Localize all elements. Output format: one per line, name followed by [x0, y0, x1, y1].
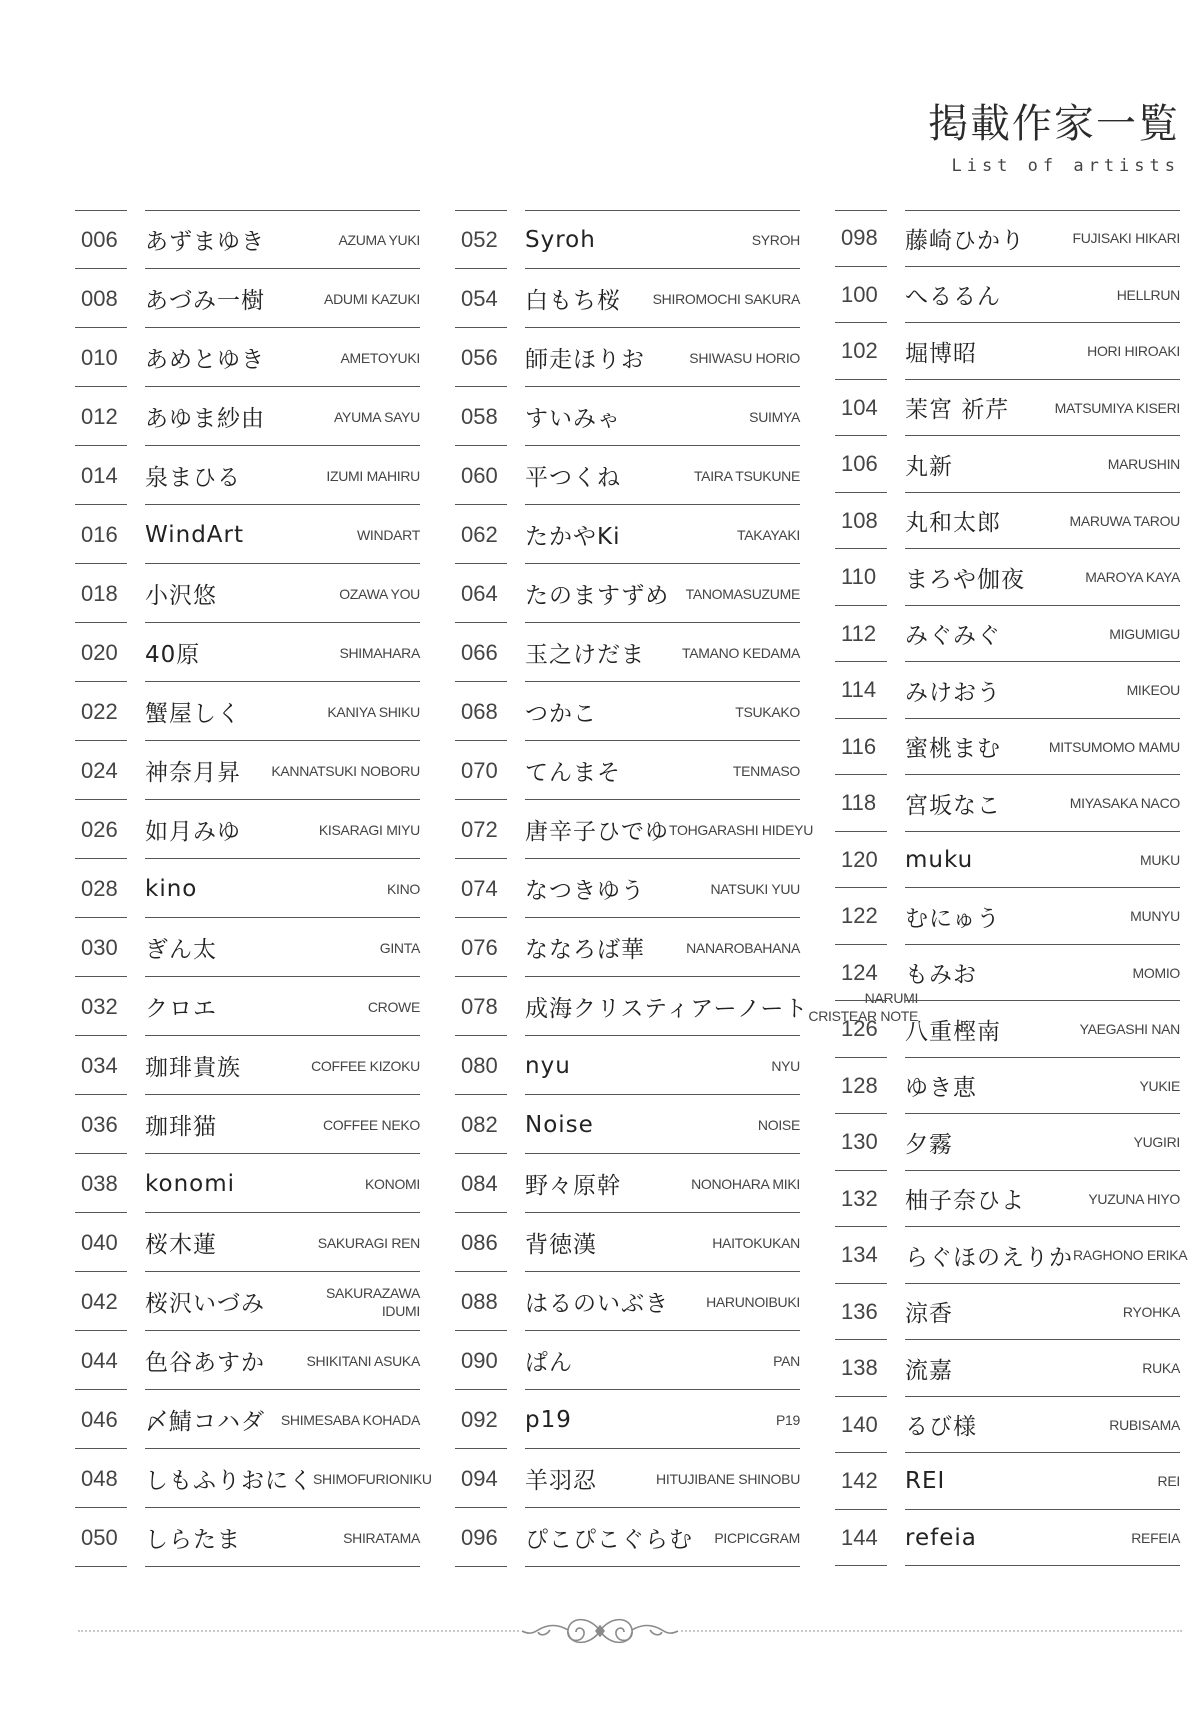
artist-name: 藤崎ひかり: [905, 227, 1025, 254]
artist-row: [835, 1227, 1188, 1284]
artist-name: 珈琲貴族: [145, 1055, 241, 1081]
artist-name: 神奈月昇: [145, 760, 241, 786]
artist-romaji: YUGIRI: [1133, 1134, 1180, 1151]
artist-row: [835, 1397, 1180, 1454]
page-number: 098: [841, 225, 878, 251]
artist-row: [75, 1036, 420, 1095]
page-number: 130: [841, 1129, 878, 1155]
page-number: 028: [81, 875, 118, 901]
artist-name: 涼香: [905, 1301, 953, 1328]
artist-romaji: SAKURAGI REN: [317, 1234, 420, 1251]
artist-name: はるのいぶき: [525, 1291, 669, 1317]
artist-row: [835, 380, 1180, 437]
artist-row: [835, 945, 1180, 1002]
artist-name: nyu: [525, 1052, 571, 1079]
artist-name: 40原: [145, 642, 201, 668]
artist-row: [455, 800, 813, 859]
artist-romaji: KANNATSUKI NOBORU: [271, 762, 420, 779]
artist-row: [455, 682, 800, 741]
artist-name: 白もち桜: [525, 288, 621, 314]
artist-row: [835, 323, 1180, 380]
page-number: 032: [81, 993, 118, 1019]
artist-name: 玉之けだま: [525, 642, 645, 668]
page-number: 010: [81, 344, 118, 370]
page-number: 070: [461, 757, 498, 783]
artist-name: みけおう: [905, 679, 1001, 706]
artist-name: あづみ一樹: [145, 288, 265, 314]
artist-column-3: [835, 210, 1188, 1566]
artist-name: るび様: [905, 1414, 977, 1441]
artist-romaji: MIKEOU: [1126, 682, 1180, 699]
page-number: 134: [841, 1242, 878, 1268]
artist-row: [75, 623, 420, 682]
artist-romaji: MOMIO: [1132, 964, 1180, 981]
artist-romaji: SHIMESABA KOHADA: [280, 1411, 420, 1428]
artist-name: あずまゆき: [145, 229, 265, 255]
artist-name: あめとゆき: [145, 347, 265, 373]
artist-row: [835, 775, 1180, 832]
artist-romaji: MUKU: [1139, 851, 1180, 868]
page-number: 048: [81, 1465, 118, 1491]
artist-romaji: TANOMASUZUME: [685, 585, 800, 602]
artist-romaji: KINO: [386, 880, 420, 897]
artist-romaji: P19: [775, 1411, 800, 1428]
page-number: 014: [81, 462, 118, 488]
artist-romaji: MIGUMIGU: [1109, 625, 1180, 642]
artist-row: [835, 493, 1180, 550]
page-number: 138: [841, 1355, 878, 1381]
artist-romaji: GINTA: [379, 939, 420, 956]
artist-romaji: KANIYA SHIKU: [327, 703, 420, 720]
page-number: 030: [81, 934, 118, 960]
artist-name: つかこ: [525, 701, 597, 727]
artist-romaji: YUZUNA HIYO: [1088, 1190, 1180, 1207]
artist-name: 桜木蓮: [145, 1232, 217, 1258]
artist-row: [835, 549, 1180, 606]
artist-name: たかやKi: [525, 524, 621, 550]
artist-row: [455, 1331, 800, 1390]
artist-name: ゆき恵: [905, 1075, 977, 1102]
artist-name: ぱん: [525, 1350, 573, 1376]
page-number: 034: [81, 1052, 118, 1078]
artist-romaji: MUNYU: [1130, 908, 1180, 925]
artist-name: 丸新: [905, 453, 953, 480]
artist-name: 宮坂なこ: [905, 792, 1001, 819]
page-number: 128: [841, 1072, 878, 1098]
page-number: 102: [841, 338, 878, 364]
artist-name: むにゅう: [905, 905, 1001, 932]
artist-name: 茉宮 祈芹: [905, 397, 1010, 424]
page-number: 074: [461, 875, 498, 901]
artist-romaji: NOISE: [757, 1116, 800, 1133]
footer-ornament-icon: [520, 1606, 680, 1656]
artist-row: [75, 800, 420, 859]
artist-name: 背徳漢: [525, 1232, 597, 1258]
page-number: 116: [841, 733, 877, 759]
artist-romaji: WINDART: [357, 526, 420, 543]
artist-row: [75, 977, 420, 1036]
artist-row: [455, 918, 800, 977]
artist-row: [455, 210, 800, 269]
artist-romaji: AZUMA YUKI: [338, 231, 420, 248]
page-number: 112: [841, 620, 877, 646]
artist-column-1: [75, 210, 432, 1567]
artist-name: kino: [145, 875, 198, 902]
artist-row: [835, 1510, 1180, 1567]
artist-row: [835, 1171, 1180, 1228]
artist-name: 堀博昭: [905, 340, 977, 367]
artist-romaji: YUKIE: [1139, 1077, 1180, 1094]
title-block: [928, 101, 1180, 176]
artist-name: 夕霧: [905, 1131, 953, 1158]
page-title: 掲載作家一覧: [928, 101, 1180, 147]
artist-row: [75, 1449, 432, 1508]
artist-romaji: PAN: [773, 1352, 800, 1369]
page-number: 024: [81, 757, 118, 783]
artist-name: らぐほのえりか: [905, 1244, 1073, 1271]
page-number: 040: [81, 1229, 118, 1255]
artist-romaji: AYUMA SAYU: [334, 408, 420, 425]
page-number: 120: [841, 846, 878, 872]
artist-name: あゆま紗由: [145, 406, 265, 432]
artist-name: ぴこぴこぐらむ: [525, 1527, 693, 1553]
artist-romaji: HARUNOIBUKI: [706, 1293, 800, 1310]
page-number: 110: [841, 564, 877, 590]
artist-row: [835, 832, 1180, 889]
artist-name: 八重樫南: [905, 1018, 1001, 1045]
page-number: 060: [461, 462, 498, 488]
artist-row: [455, 1095, 800, 1154]
artist-romaji: NYU: [771, 1057, 800, 1074]
artist-romaji: ADUMI KAZUKI: [324, 290, 420, 307]
artist-romaji: YAEGASHI NAN: [1079, 1021, 1180, 1038]
artist-name: しらたま: [145, 1527, 241, 1553]
page-number: 090: [461, 1347, 498, 1373]
page-number: 078: [461, 993, 498, 1019]
artist-row: [455, 1036, 800, 1095]
page-number: 066: [461, 639, 498, 665]
artist-name: REI: [905, 1468, 946, 1495]
page-number: 108: [841, 507, 878, 533]
page-number: 050: [81, 1524, 118, 1550]
artist-name: もみお: [905, 962, 977, 989]
artist-name: 泉まひる: [145, 465, 241, 491]
page-number: 132: [841, 1185, 878, 1211]
artist-row: [75, 446, 420, 505]
artist-romaji: NARUMI CRISTEAR NOTE: [808, 989, 919, 1024]
artist-row: [455, 564, 800, 623]
page-number: 008: [81, 285, 118, 311]
artist-romaji: HITUJIBANE SHINOBU: [656, 1470, 800, 1487]
artist-name: クロエ: [145, 996, 217, 1022]
page-number: 044: [81, 1347, 118, 1373]
artist-row: [455, 1449, 800, 1508]
artist-name: 如月みゆ: [145, 819, 241, 845]
page-number: 026: [81, 816, 118, 842]
artist-row: [455, 1213, 800, 1272]
artist-row: [455, 387, 800, 446]
artist-row: [835, 1114, 1180, 1171]
artist-romaji: IZUMI MAHIRU: [326, 467, 420, 484]
artist-romaji: RAGHONO ERIKA: [1073, 1247, 1188, 1264]
artist-romaji: TAIRA TSUKUNE: [693, 467, 800, 484]
page-number: 144: [841, 1524, 878, 1550]
page-number: 036: [81, 1111, 118, 1137]
artist-name: muku: [905, 846, 974, 873]
artist-name: すいみゃ: [525, 406, 621, 432]
artist-romaji: SHIKITANI ASUKA: [306, 1352, 420, 1369]
artist-name: 成海クリスティアーノート: [525, 996, 809, 1022]
artist-row: [835, 1340, 1180, 1397]
artist-romaji: HORI HIROAKI: [1087, 343, 1180, 360]
artist-row: [455, 741, 800, 800]
page-number: 072: [461, 816, 498, 842]
artist-row: [75, 1331, 420, 1390]
page-number: 042: [81, 1288, 118, 1314]
artist-name: 蟹屋しく: [145, 701, 241, 727]
artist-row: [455, 623, 800, 682]
artist-row: [835, 719, 1180, 776]
artist-romaji: HAITOKUKAN: [712, 1234, 800, 1251]
artist-romaji: MIYASAKA NACO: [1069, 795, 1180, 812]
page-number: 068: [461, 698, 498, 724]
page-number: 140: [841, 1411, 878, 1437]
artist-romaji: CROWE: [367, 998, 420, 1015]
page-number: 018: [81, 580, 118, 606]
artist-romaji: MATSUMIYA KISERI: [1054, 399, 1180, 416]
artist-name: 流嘉: [905, 1357, 953, 1384]
artist-name: Syroh: [525, 226, 596, 253]
artist-name: Noise: [525, 1111, 594, 1138]
artist-name: 小沢悠: [145, 583, 217, 609]
artist-row: [75, 1508, 420, 1567]
artist-row: [835, 267, 1180, 324]
artist-row: [835, 1284, 1180, 1341]
artist-row: [835, 888, 1180, 945]
artist-name: WindArt: [145, 521, 245, 548]
artist-romaji: NATSUKI YUU: [710, 880, 800, 897]
artist-romaji: SHIRATAMA: [343, 1529, 420, 1546]
artist-romaji: SHIROMOCHI SAKURA: [652, 290, 800, 307]
artist-name: ななろば華: [525, 937, 645, 963]
artist-romaji: SHIMAHARA: [339, 644, 420, 661]
page-number: 020: [81, 639, 118, 665]
artist-row: [75, 564, 420, 623]
artist-name: 平つくね: [525, 465, 621, 491]
page-number: 046: [81, 1406, 118, 1432]
page-number: 118: [841, 790, 877, 816]
page-number: 096: [461, 1524, 498, 1550]
page-number: 124: [841, 959, 878, 985]
artist-name: 丸和太郎: [905, 510, 1001, 537]
artist-name: p19: [525, 1406, 572, 1433]
page-number: 084: [461, 1170, 498, 1196]
artist-row: [75, 1095, 420, 1154]
artist-romaji: TAMANO KEDAMA: [682, 644, 800, 661]
artist-name: ぎん太: [145, 937, 217, 963]
artist-romaji: AMETOYUKI: [340, 349, 420, 366]
artist-romaji: TOHGARASHI HIDEYU: [669, 821, 813, 838]
page-number: 114: [841, 677, 877, 703]
artist-romaji: TSUKAKO: [735, 703, 800, 720]
page-number: 054: [461, 285, 498, 311]
page-number: 104: [841, 394, 878, 420]
page-number: 006: [81, 226, 118, 252]
artist-row: [75, 328, 420, 387]
artist-romaji: OZAWA YOU: [339, 585, 420, 602]
artist-name: 蜜桃まむ: [905, 736, 1001, 763]
page-number: 082: [461, 1111, 498, 1137]
artist-romaji: RUKA: [1142, 1360, 1180, 1377]
page-number: 142: [841, 1468, 878, 1494]
artist-name: なつきゆう: [525, 878, 645, 904]
page-number: 088: [461, 1288, 498, 1314]
artist-row: [835, 1058, 1180, 1115]
artist-romaji: PICPICGRAM: [714, 1529, 800, 1546]
page-number: 136: [841, 1298, 878, 1324]
artist-romaji: HELLRUN: [1116, 286, 1180, 303]
artist-romaji: RYOHKA: [1122, 1303, 1180, 1320]
artist-romaji: KONOMI: [365, 1175, 420, 1192]
artist-romaji: SYROH: [751, 231, 800, 248]
artist-romaji: TENMASO: [732, 762, 800, 779]
artist-name: みぐみぐ: [905, 623, 1001, 650]
page-number: 092: [461, 1406, 498, 1432]
artist-romaji: COFFEE KIZOKU: [311, 1057, 420, 1074]
artist-row: [835, 1001, 1180, 1058]
artist-row: [75, 741, 420, 800]
artist-row: [75, 1213, 420, 1272]
page-number: 016: [81, 521, 118, 547]
page-number: 100: [841, 281, 878, 307]
page-number: 038: [81, 1170, 118, 1196]
artist-row: [75, 505, 420, 564]
artist-romaji: FUJISAKI HIKARI: [1072, 230, 1180, 247]
artist-romaji: KISARAGI MIYU: [318, 821, 420, 838]
artist-name: てんまそ: [525, 760, 621, 786]
artist-romaji: REI: [1157, 1473, 1180, 1490]
page-number: 122: [841, 903, 878, 929]
artist-name: 唐辛子ひでゆ: [525, 819, 669, 845]
artist-romaji: MARUWA TAROU: [1069, 512, 1180, 529]
artist-row: [75, 269, 420, 328]
page-number: 056: [461, 344, 498, 370]
page-number: 086: [461, 1229, 498, 1255]
artist-row: [455, 328, 800, 387]
artist-romaji: REFEIA: [1131, 1529, 1180, 1546]
artist-romaji: SHIWASU HORIO: [689, 349, 800, 366]
artist-row: [455, 1272, 800, 1331]
page-number: 076: [461, 934, 498, 960]
artist-row: [75, 1272, 420, 1331]
page-number: 022: [81, 698, 118, 724]
artist-row: [455, 1390, 800, 1449]
artist-name: refeia: [905, 1524, 977, 1551]
artist-name: まろや伽夜: [905, 566, 1025, 593]
artist-romaji: NANAROBAHANA: [686, 939, 800, 956]
page-subtitle: List of artists: [951, 156, 1180, 176]
artist-romaji: SUIMYA: [749, 408, 800, 425]
artist-row: [455, 505, 800, 564]
page-number: 094: [461, 1465, 498, 1491]
artist-romaji: TAKAYAKI: [737, 526, 800, 543]
artist-row: [835, 1453, 1180, 1510]
artist-romaji: RUBISAMA: [1109, 1416, 1180, 1433]
page-number: 012: [81, 403, 118, 429]
artist-row: [455, 1154, 800, 1213]
page-number: 052: [461, 226, 498, 252]
artist-name: konomi: [145, 1170, 236, 1197]
artist-name: たのますずめ: [525, 583, 670, 609]
page-number: 126: [841, 1016, 878, 1042]
artist-row: [75, 918, 420, 977]
page-number: 106: [841, 451, 878, 477]
artist-name: 色谷あすか: [145, 1350, 265, 1376]
artist-romaji: SHIMOFURIONIKU: [313, 1470, 432, 1487]
artist-name: 野々原幹: [525, 1173, 621, 1199]
artist-name: 師走ほりお: [525, 347, 645, 373]
page-number: 062: [461, 521, 498, 547]
artist-name: 〆鯖コハダ: [145, 1409, 265, 1435]
artist-romaji: MARUSHIN: [1107, 456, 1180, 473]
artist-romaji: NONOHARA MIKI: [691, 1175, 800, 1192]
artist-row: [75, 1390, 420, 1449]
page-number: 080: [461, 1052, 498, 1078]
artist-name: しもふりおにく: [145, 1468, 313, 1494]
artist-row: [835, 210, 1180, 267]
artist-romaji: SAKURAZAWA IDUMI: [326, 1284, 420, 1319]
page-number: 064: [461, 580, 498, 606]
artist-row: [455, 859, 800, 918]
artist-row: [455, 1508, 800, 1567]
artist-romaji: COFFEE NEKO: [322, 1116, 420, 1133]
artist-row: [835, 606, 1180, 663]
artist-row: [75, 210, 420, 269]
artist-name: へるるん: [905, 284, 1001, 311]
artist-row: [455, 269, 800, 328]
artist-row: [835, 436, 1180, 493]
page-number: 058: [461, 403, 498, 429]
artist-row: [455, 446, 800, 505]
artist-name: 桜沢いづみ: [145, 1291, 265, 1317]
artist-row: [835, 662, 1180, 719]
artist-name: 珈琲猫: [145, 1114, 217, 1140]
artist-name: 柚子奈ひよ: [905, 1188, 1025, 1215]
artist-romaji: MITSUMOMO MAMU: [1048, 738, 1180, 755]
artist-romaji: MAROYA KAYA: [1085, 569, 1180, 586]
artist-row: [75, 387, 420, 446]
artist-row: [75, 682, 420, 741]
artist-row: [75, 1154, 420, 1213]
artist-row: [75, 859, 420, 918]
artist-name: 羊羽忍: [525, 1468, 597, 1494]
